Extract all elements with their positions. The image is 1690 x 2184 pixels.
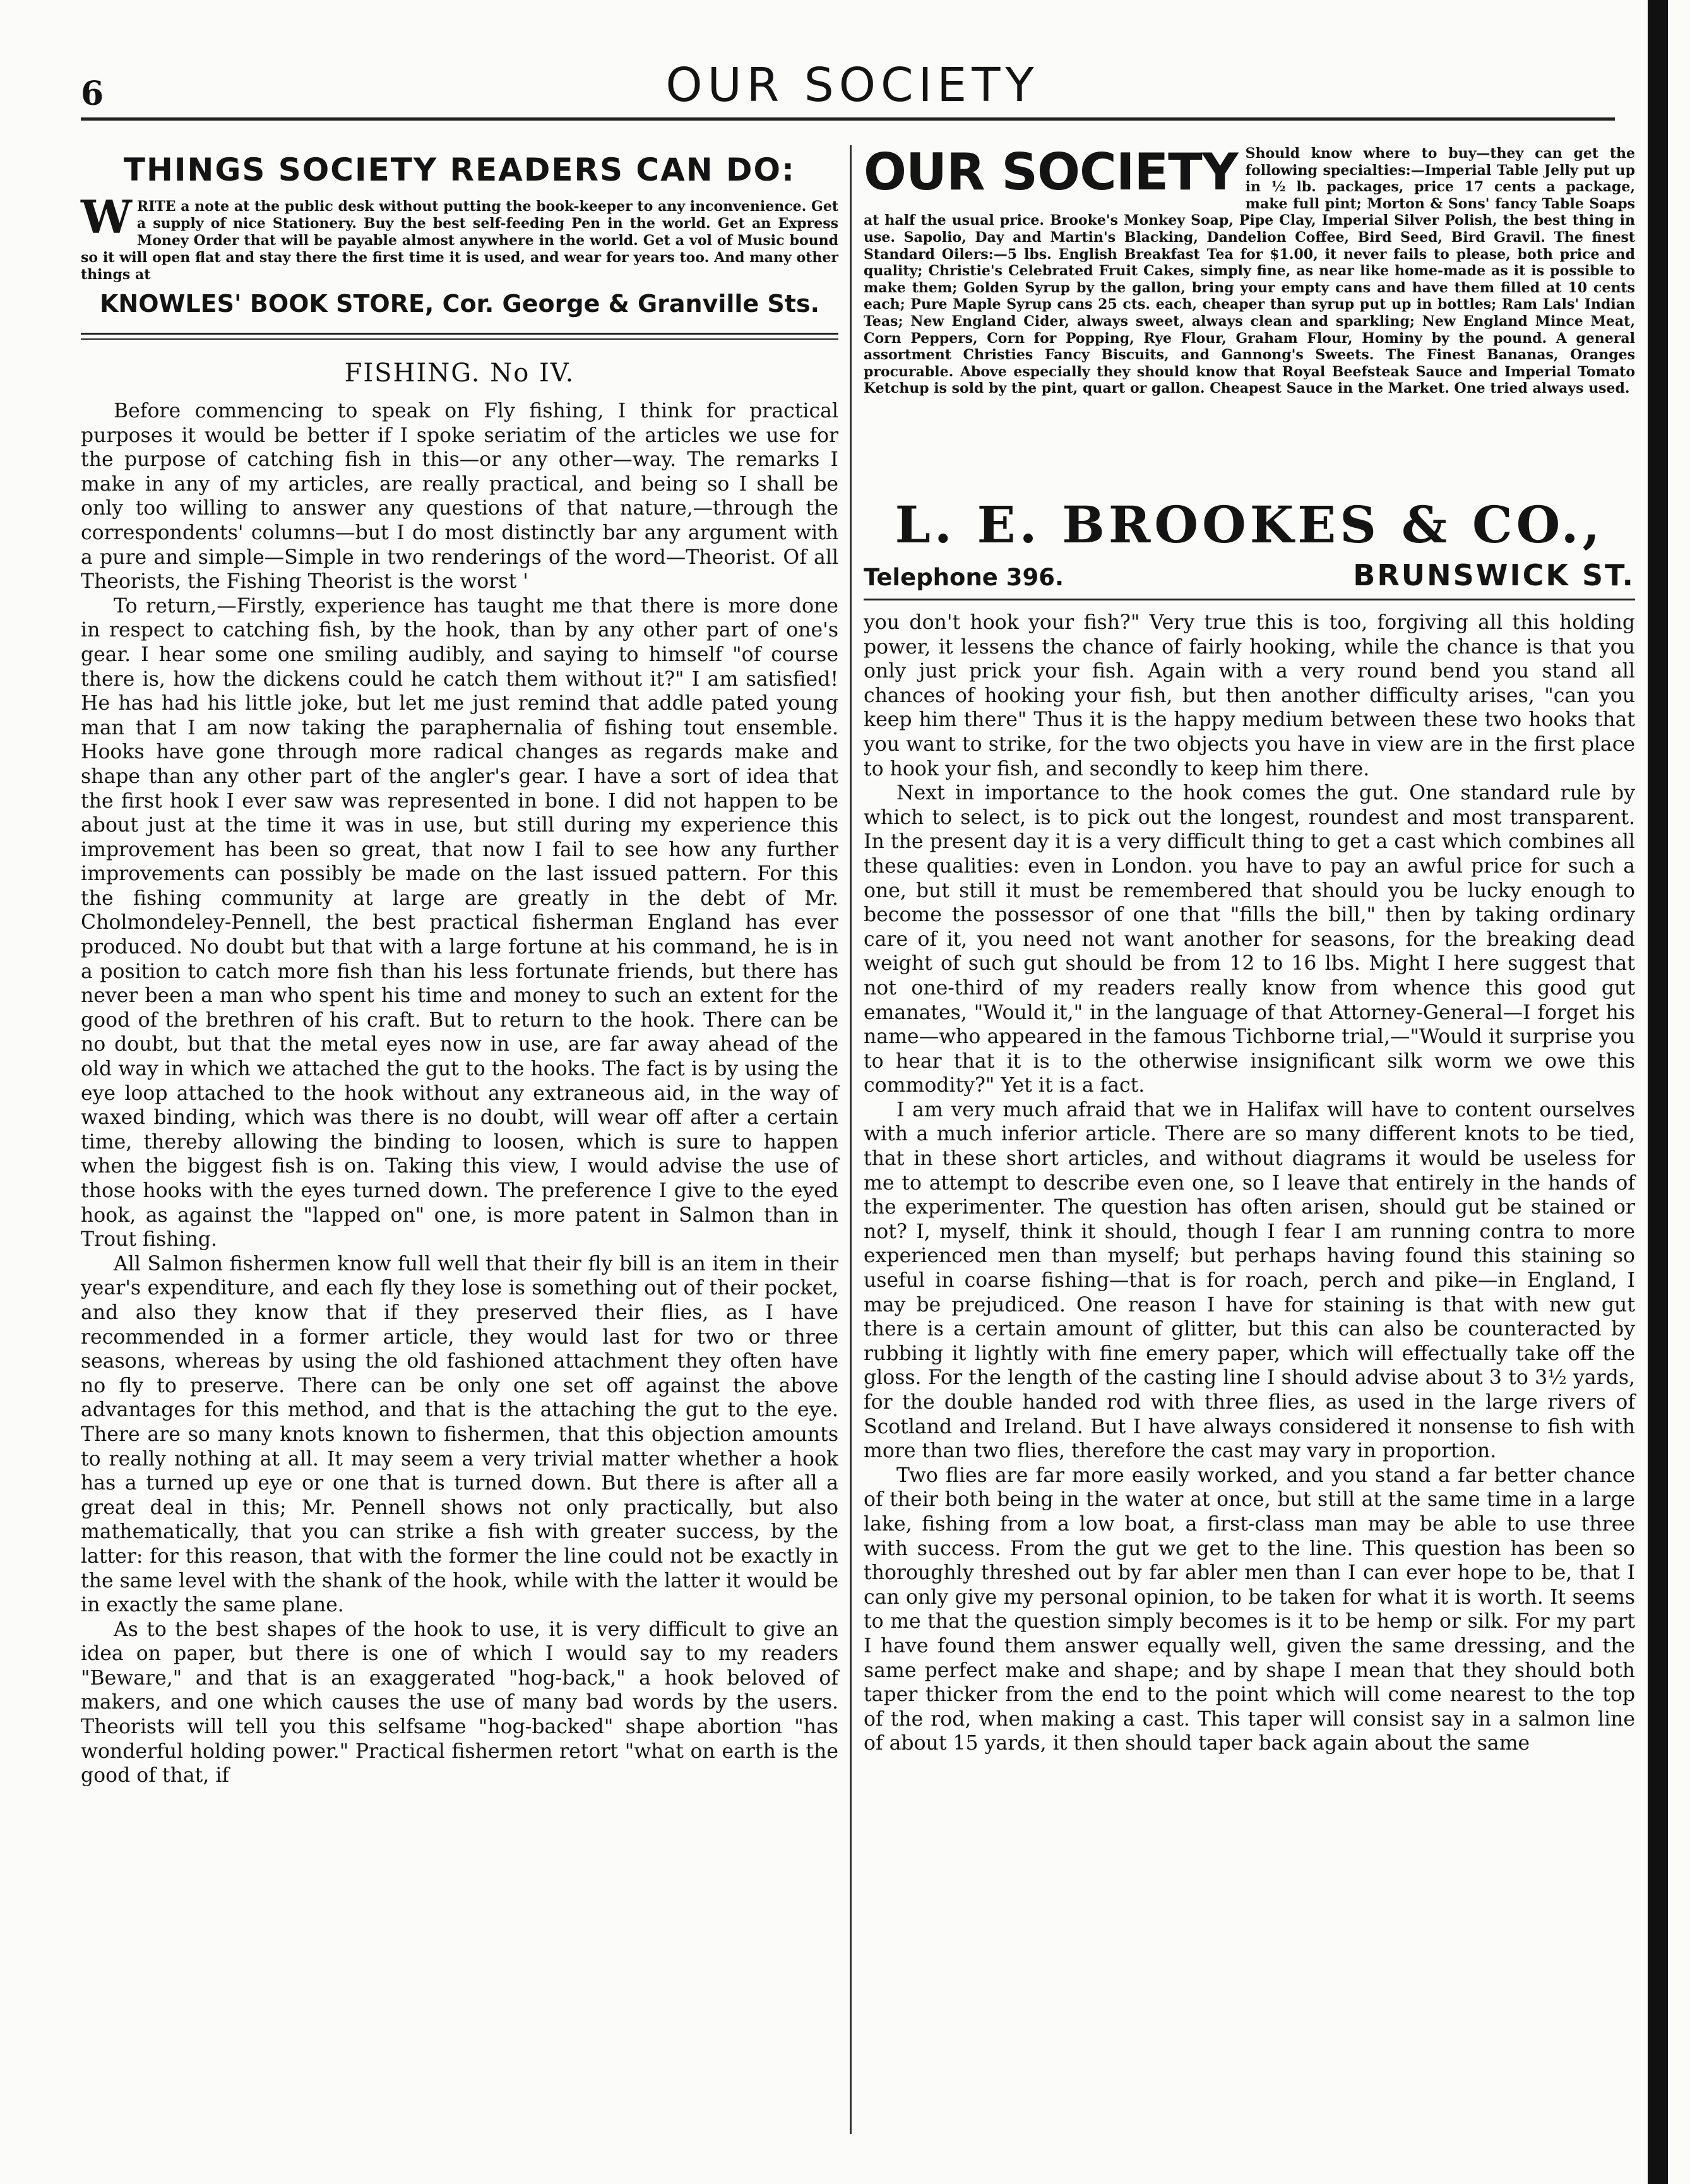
merchant-name: L. E. BROOKES & CO., bbox=[895, 495, 1604, 554]
masthead-title: OUR SOCIETY bbox=[665, 58, 1039, 112]
grocery-ad-body bbox=[864, 145, 1635, 397]
article-paragraph: To return,—Firstly, experience has taught me that there is more done in respect to catching fish, by the hook, than by any other part of one's gear. I hear some one smiling audibly, and saying to himself "of course there is, how the dickens could he catch them without it?" I am satisfied! He has had his little joke, but let me just remind that addle pated young man that I am now taking the paraphernalia of fishing tout ensemble. Hooks have gone through more radical changes as regards make and shape than any other part of the angler's gear. I have a sort of idea that the first hook I ever saw was represented in bone. I did not happen to be about just at the time it was in use, but still during my experience this improvement has been so great, that now I fail to see how any further improvements can possibly be made on the last issued pattern. For this the fishing community at large are greatly in the debt of Mr. Cholmondeley-Pennell, the best practical fisherman England has ever produced. No doubt but that with a large fortune at his command, he is in a position to catch more fish than his less fortunate friends, but there has never been a man who spent his time and money to such an extent for the good of the brethren of his craft. But to return to the hook. There can be no doubt, but that the metal eyes now in use, are far away ahead of the old way in which we attached the gut to the hooks. The fact is by using the eye loop attached to the hook without any extraneous aid, in the way of waxed binding, which was there is no doubt, will wear off after a certain time, thereby allowing the binding to loosen, which is sure to happen when the biggest fish is on. Taking this view, I would advise the use of those hooks with the eyes turned down. The preference I give to the eyed hook, as against the "lapped on" one, is more patent in Salmon than in Trout fishing. bbox=[81, 594, 838, 1251]
article-paragraph: I am very much afraid that we in Halifax will have to content ourselves with a much inferior article. There are so many different knots to be tied, that in these short articles, and without diagrams it would be useless for me to attempt to describe even one, so I leave that entirely in the hands of the experimenter. The question has often arisen, should gut be stained or not? I, myself, think it should, though I fear I am running contra to more experienced men than myself; but perhaps having found this staining so useful in coarse fishing—that is for roach, perch and pike—in England, I may be prejudiced. One reason I have for staining is that with new gut there is a certain amount of glitter, but this can also be counteracted by rubbing it lightly with fine emery paper, which will effectually take off the gloss. For the length of the casting line I should advise about 3 to 3½ yards, for the double handed rod with three flies, as used in the large rivers of Scotland and Ireland. But I have always considered it nonsense to fish with more than two flies, therefore the cast may vary in proportion. bbox=[864, 1098, 1635, 1463]
ad-body bbox=[81, 190, 838, 283]
article-left-body bbox=[81, 399, 838, 1788]
left-column bbox=[81, 145, 838, 1788]
ad-body-text: RITE a note at the public desk without putting the book-keeper to any inconvenience. Get a supply of nice Stationery. Buy the best self-feeding Pen in the world. Get an Express Money Order that will be payable almost anywhere in the world. Get a vol of Music bound so it will open flat and stay there the first time it is used, and wear for years too. And many other things at bbox=[81, 198, 838, 283]
article-paragraph: All Salmon fishermen know full well that their fly bill is an item in their year's expenditure, and each fly they lose is something out of their pocket, and also they know that if they preserved their flies, as I have recommended in a former article, they would last for two or three seasons, whereas by using the old fashioned attachment they often have no fly to preserve. There can be only one set off against the above advantages for this method, and that is the attaching the gut to the eye. There are so many knots known to fishermen, that this objection amounts to really nothing at all. It may seem a very trivial matter whether a hook has a turned up eye or one that is turned down. But there is after all a great deal in this; Mr. Pennell shows not only practically, but also mathematically, that you can strike a fish with greater success, by the latter: for this reason, that with the former the line could not be exactly in the same level with the shank of the hook, while with the latter it would be in exactly the same plane. bbox=[81, 1252, 838, 1617]
page-number: 6 bbox=[81, 75, 104, 113]
header-rule bbox=[81, 117, 1615, 121]
merchant-telephone: Telephone 396. bbox=[864, 564, 1064, 591]
article-title: FISHING. No IV. bbox=[344, 359, 575, 388]
ad-title: THINGS SOCIETY READERS CAN DO: bbox=[123, 152, 796, 188]
drop-cap: W bbox=[81, 190, 132, 244]
section-divider bbox=[81, 333, 838, 340]
column-divider bbox=[850, 145, 852, 2134]
article-right-body bbox=[864, 611, 1635, 1756]
article-paragraph: As to the best shapes of the hook to use, it is very difficult to give an idea on paper, but there is one of which I would say to my readers "Beware," and that is an exaggerated "hog-back," a hook beloved of makers, and one which causes the use of many bad words by the users. Theorists will tell you this selfsame "hog-backed" shape abortion "has wonderful holding power." Practical fishermen retort "what on earth is the good of that, if bbox=[81, 1618, 838, 1787]
merchant-contact bbox=[864, 558, 1635, 592]
grocery-ad-brand: OUR SOCIETY bbox=[864, 143, 1238, 201]
article-paragraph: you don't hook your fish?" Very true this is too, forgiving all this holding power, it lessens the chance of fairly hooking, while the chance is that you only just prick your fish. Again with a very round bend you stand all chances of hooking your fish, but then another difficulty arises, "can you keep him there" Thus it is the happy medium between these two hooks that you want to strike, for the two objects you have in view are in the first place to hook your fish, and secondly to keep him there. bbox=[864, 611, 1635, 780]
page-edge-bar bbox=[1648, 0, 1668, 2184]
merchant-street: BRUNSWICK ST. bbox=[1353, 558, 1635, 592]
article-paragraph: Before commencing to speak on Fly fishing, I think for practical purposes it would be better if I spoke seriatim of the articles we use for the purpose of catching fish in this—or any other—way. The remarks I make in any of my articles, are really practical, and being so I shall be only too willing to answer any questions of that nature,—through the correspondents' columns—but I do most distinctly bar any argument with a pure and simple—Simple in two renderings of the word—Theorist. Of all Theorists, the Fishing Theorist is the worst ' bbox=[81, 400, 838, 594]
grocery-ad-text: Should know where to buy—they can get the following specialties:—Imperial Table Jelly put up in ½ lb. packages, price 17 cents a package, make full pint; Morton & Sons' fancy Table Soaps at half the usual price. Brooke's Monkey Soap, Pipe Clay, Imperial Silver Polish, the best thing in use. Sapolio, Day and Martin's Blacking, Dandelion Coffee, Bird Seed, Bird Gravil. The finest Standard Oilers:—5 lbs. English Breakfast Tea for $1.00, it never fails to please, both price and quality; Christie's Celebrated Fruit Cakes, simply fine, as near like home-made as it is possible to make them; Golden Syrup by the gallon, bring your empty cans and have them filled at 10 cents each; Pure Maple Syrup cans 25 cts. each, cheaper than syrup put up in bottles; Ram Lals' Indian Teas; New England Cider, always sweet, always clean and sparkling; New England Mince Meat, Corn Peppers, Corn for Popping, Rye Flour, Graham Flour, Hominy by the pound. A general assortment Christies Fancy Biscuits, and Gannong's Sweets. The Finest Bananas, Oranges procurable. Above especially they should know that Royal Beefsteak Sauce and Imperial Tomato Ketchup is sold by the pint, quart or gallon. Cheapest Sauce in the Market. One tried always used. bbox=[864, 145, 1635, 397]
ad-footer: KNOWLES' BOOK STORE, Cor. George & Granville Sts. bbox=[99, 290, 820, 318]
article-paragraph: Next in importance to the hook comes the gut. One standard rule by which to select, is to pick out the longest, roundest and most transparent. In the present day it is a very difficult thing to get a cast which combines all these qualities: even in London. you have to pay an awful price for such a one, but still it must be remembered that should you be lucky enough to become the possessor of one that "fills the bill," then by taking ordinary care of it, you need not want another for seasons, for the breaking dead weight of such gut should be from 12 to 16 lbs. Might I here suggest that not one-third of my readers really know from whence this good gut emanates, "Would it," in the language of that Attorney-General—I forget his name—who appeared in the famous Tichborne trial,—"Would it surprise you to hear that it is to the otherwise insignificant silk worm we owe this commodity?" Yet it is a fact. bbox=[864, 782, 1635, 1097]
right-column bbox=[864, 145, 1635, 1756]
ad-divider bbox=[864, 599, 1635, 600]
grocery-ad bbox=[864, 145, 1635, 486]
stationery-ad bbox=[81, 152, 838, 318]
article-paragraph: Two flies are far more easily worked, and you stand a far better chance of their both being in the water at once, but still at the same time in a large lake, fishing from a low boat, a first-class man may be able to use three with success. From the gut we get to the line. This question has been so thoroughly threshed out by far abler men than I can ever hope to be, that I can only give my personal opinion, to be taken for what it is worth. It seems to me that the question simply becomes is it to be hemp or silk. For my part I have found them answer equally well, given the same dressing, and the same perfect make and shape; and by shape I mean that they should both taper thicker from the end to the point which will come nearest to the top of the rod, when making a cast. This taper will consist say in a salmon line of about 15 yards, it then should taper back again about the same bbox=[864, 1464, 1635, 1755]
